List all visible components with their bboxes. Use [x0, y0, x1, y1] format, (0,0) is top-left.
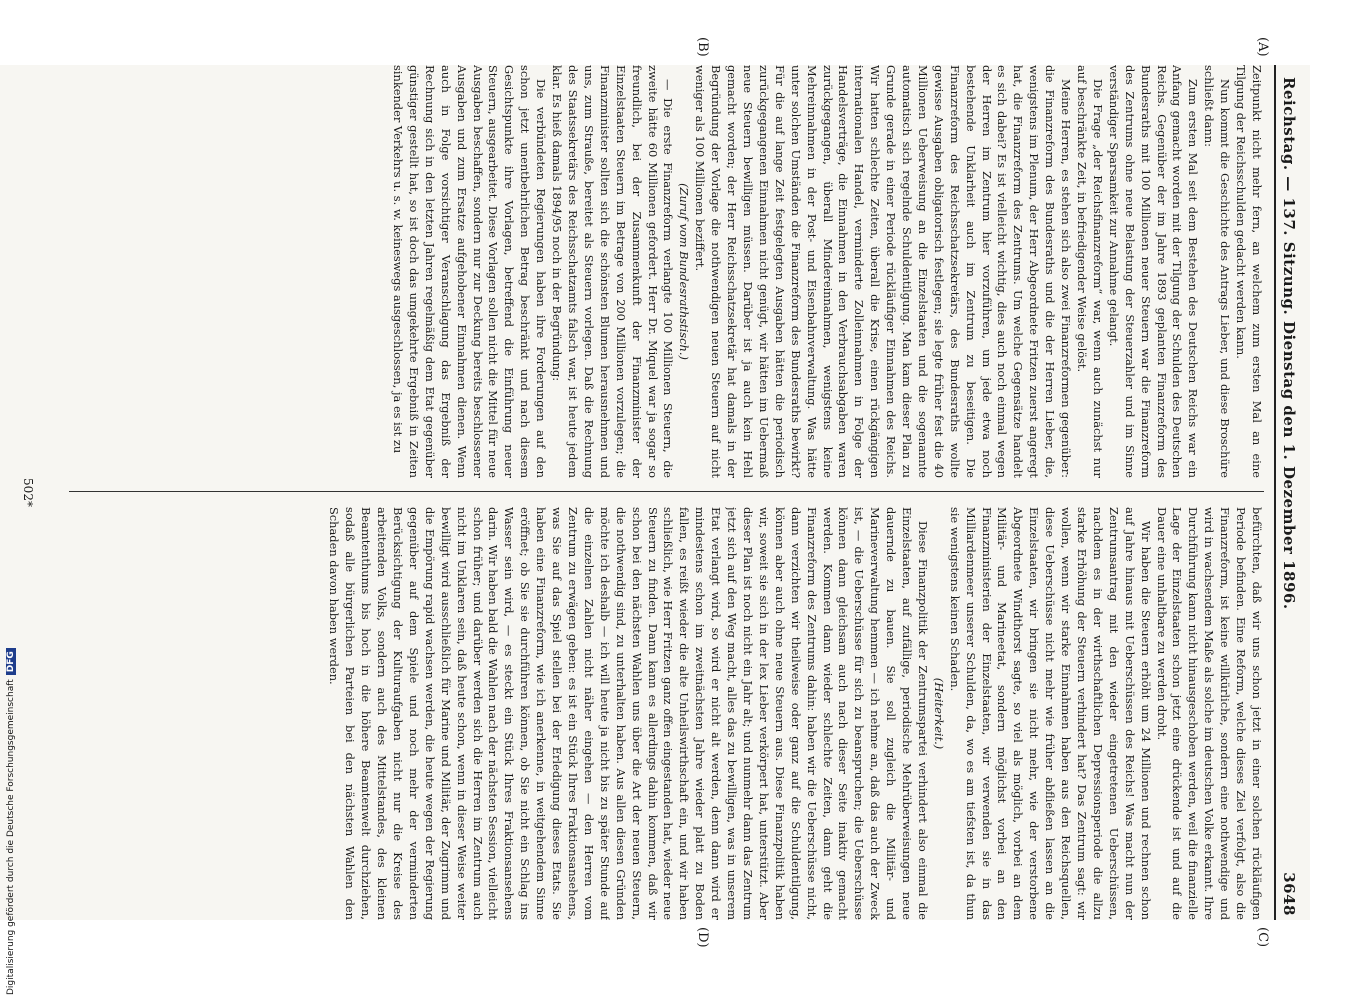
margin-marker-a: (A): [1255, 37, 1270, 57]
quote-paragraph: Die verbündeten Regierungen haben ihre Forderungen auf den schon jetzt unentbehrlichen Betrag beschränkt und nach diesem Gesichtspunkte ihre Vorlagen, betreffend die Einführung neuer Steuern, ausgearbeitet. Diese Vorlagen sollen nicht die Mittel für neue Ausgaben beschaffen, sondern nur zur Deckung bereits beschlossener Ausgaben und zum Ersatze aufgehobener Einnahmen dienen. Wenn auch in Folge vorsichtiger Veranschlagung das Ergebniß der Rechnung sich in den letzten Jahren regelmäßig dem Etat gegenüber günstiger gestellt hat, so ist doch das umgekehrte Ergebniß in Zeiten sinkender Verkehrs u. s. w. keineswegs ausgeschlossen, ja es ist zu: [391, 65, 549, 478]
margin-marker-d: (D): [695, 927, 710, 948]
column-divider: [69, 491, 1264, 492]
rotated-page-scan: [0, 37, 1310, 948]
credit-text: Digitalisierung gefördert durch die Deutsche Forschungsgemeinschaft: [6, 679, 16, 995]
paragraph: Diese Finanzpolitik der Zentrumspartei verhindert also einmal die Einzelstaaten, auf zufällige, periodische Mehrüberweisungen neue dauernde zu bauen. Sie soll zugleich die Militär- und Marineverwaltung hemmen — ich nehme an, daß das auch der Zweck ist, — die Ueberschüsse für sich zu beanspruchen; die Ueberschüsse können dann gleichsam auch nach dieser Seite inaktiv gemacht werden. Kommen dann wieder schlechte Zeiten, dann geht die Finanzreform des Zentrums dahin: haben wir die Ueberschüsse nicht, dann verzichten wir theilweise oder ganz auf die Schuldentilgung, können aber auch ohne neue Steuern aus. Diese Finanzpolitik haben wir, soweit sie sich in der lex Lieber verkörpert hat, unterstützt. Aber dieser Plan ist noch nicht ein Jahr alt; und nunmehr dann das Zentrum jetzt sich auf den Weg macht, alles das zu bewilligen, was in unserem Etat verlangt wird, so wird er nicht alt werden, denn dann wird er mindestens schon im zweitnächsten Jahre wieder platt zu Boden fallen, es reißt wieder die alte Unheilswirthschaft ein, und wir haben schließlich, wie Herr Fritzen ganz offen eingestanden hat, wieder neue Steuern zu finden. Dann kann es allerdings dahin kommen, daß wir schon bei den nächsten Wahlen uns über die Art der neuen Steuern, die nothwendig sind, zu unterhalten haben. Aus allen diesen Gründen möchte ich deshalb — ich will heute ja nicht bis zu später Stunde auf die einzelnen Zahlen nicht näher eingehen — den Herren vom Zentrum zu erwägen geben: es ist ein Stück Ihres Fraktionsansehens, was Sie auf das Spiel stellen bei der Erledigung dieses Etats. Sie haben eine Finanzreform, wie ich anerkenne, in weitgehendem Sinne eröffnet; ob Sie sie durchführen können, ob Sie nicht ein Schlag ins Wasser sein wird, — es steckt ein Stück Ihres Fraktionsansehens darin. Wir haben bald die Wahlen nach der nächsten Session, vielleicht schon früher; und darüber werden sich die Herren im Zentrum auch nicht im Unklaren sein, daß heute schon, wenn in dieser Weise weiter bewilligt wird ausschließlich für Marine und Militär, der Zugrimm und die Empörung rapid wachsen werden, die heute wegen der Regierung gegenüber auf dem Spiele und noch mehr der verminderten Berücksichtigung der Kulturaufgaben nicht nur die Kreise des arbeitenden Volks, sondern auch des Mittelstandes, des kleinen Beamtenthums bis hoch in die höhere Beamtenwelt durchziehen, sodaß alle bürgerlichen Parteien bei den nächsten Wahlen den Schaden davon haben werden.: [327, 507, 930, 920]
paragraph: Meine Herren, es stehen sich also zwei Finanzreformen gegenüber: die Finanzreform des Bundesraths und die der Herren Lieber, die, wenigstens im Plenum, der Herr Abgeordnete Fritzen zuerst angeregt hat, die Finanzreform des Zentrums. Um welche Gegensätze handelt es sich dabei? Es ist vielleicht wichtig, dies auch noch einmal wegen der Herren im Zentrum hier vorzuführen, um jede etwa noch bestehende Unklarheit auch im Zentrum zu beseitigen. Die Finanzreform des Reichsschatzsekretärs, des Bundesraths wollte gewisse Ausgaben obligatorisch festlegen; sie legte früher fest die 40 Millionen Ueberweisung an die Einzelstaaten und die sogenannte automatisch sich regelnde Schuldentilgung. Man kam dieser Plan zu Grunde gerade in einer Periode rückläufiger Einnahmen des Reichs. Wir hatten schlechte Zeiten, überall die Krise, einen rückgängigen internationalen Handel, verminderte Zolleinnahmen in Folge der Handelsverträge, die Einnahmen in den Verbrauchsabgaben waren zurückgegangen, überall Mindereinnahmen, wenigstens keine Mehreinnahmen in der Post- und Eisenbahnverwaltung. Was hätte unter solchen Umständen die Finanzreform des Bundesraths bewirkt? Für die auf lange Zeit festgelegten Ausgaben hätten die periodisch zurückgegangenen Einnahmen nicht genügt, wir hätten im Uebermaß neue Steuern bewilligen müssen. Darüber ist ja auch kein Hehl gemacht worden; der Herr Reichsschatzsekretär hat damals in der Begründung der Vorlage die nothwendigen neuen Steuern auf nicht weniger als 100 Millionen beziffert.: [693, 65, 1074, 478]
right-text-column: [64, 507, 1264, 920]
page-number: 3648: [1280, 872, 1298, 916]
paragraph: Wir haben die Steuern erhöht um 24 Millionen und rechnen schon auf Jahre hinaus mit Ueberschüssen des Reichs! Was macht nun der Zentrumsantrag mit den wieder eingetretenen Ueberschüssen, nachdem es in der wirthschaftlichen Depressionsperiode die allzu starke Erhöhung der Steuern verhindert hat? Das Zentrum sagt: wir wollen, wenn wir starke Einnahmen haben aus den Reichsquellen, diese Ueberschüsse nicht mehr wie früher abfließen lassen an die Einzelstaaten, wir bringen sie nicht mehr, wie der verstorbene Abgeordnete Windthorst sagte, so viel als möglich, vorbei an dem Militär- und Marineetat, sondern möglichst vorbei an den Finanzministerien der Einzelstaaten, wir verwenden sie in das Milliardenmeer unserer Schulden, da, wo es am tiefsten ist, da thun sie wenigstens keinen Schaden.: [947, 507, 1153, 920]
left-text-column: [64, 65, 1264, 478]
interjection: (Zuruf vom Bundesrathstisch.): [677, 183, 692, 360]
page-header: [1274, 65, 1310, 920]
margin-marker-c: (C): [1255, 927, 1270, 948]
paragraph: Zeitpunkt nicht mehr fern, an welchem zum ersten Mal an eine Tilgung der Reichsschulden gedacht werden kann.: [1234, 65, 1264, 478]
interjection: (Heiterkeit.): [931, 677, 946, 750]
sheet-signature: [21, 65, 35, 920]
paragraph: Nun kommt die Geschichte des Antrags Lieber, und diese Broschüre schließt dann:: [1202, 65, 1233, 478]
quote-paragraph: befürchten, daß wir uns schon jetzt in einer solchen rückläufigen Periode befinden. Eine Reform, welche dieses Ziel verfolgt, also die Finanzreform, ist keine willkürliche, sondern eine nothwendige und wird in wachsendem Maße als solche im deutschen Volke erkannt. Ihre Durchführung kann nicht hinausgeschoben werden, weil die finanzielle Lage der Einzelstaaten schon jetzt eine drückende ist und auf die Dauer eine unhaltbare zu werden droht.: [1154, 507, 1264, 920]
quote-paragraph: Die Frage „der Reichsfinanzreform“ war, wenn auch zunächst nur auf beschränkte Zeit, in befriedigender Weise gelöst.: [1075, 65, 1105, 478]
margin-marker-b: (B): [695, 37, 710, 57]
signature-mark: 502*: [21, 478, 35, 507]
quote-paragraph: Zum ersten Mal seit dem Bestehen des Deutschen Reichs war ein Anfang gemacht worden mit der Tilgung der Schulden des Deutschen Reichs. Gegenüber der im Jahre 1893 geplanten Finanzreform des Bundesraths mit 100 Millionen neuer Steuern war die Finanzreform des Zentrums ohne neue Belastung der Steuerzahler und im Sinne verständiger Sparsamkeit zur Annahme gelangt.: [1106, 65, 1201, 478]
dfg-logo: DFG: [6, 648, 16, 675]
page-title: Reichstag. — 137. Sitzung. Dienstag den 1. Dezember 1896.: [1280, 77, 1298, 610]
paragraph: — Die erste Finanzreform verlangte 100 Millionen Steuern, die zweite hätte 60 Millionen gefordert. Herr Dr. Miquel war ja sogar so freundlich, bei der Zusammenkunft der Finanzminister der Einzelstaaten Steuern im Betrage von 200 Millionen vorzulegen; die Finanzminister sollten sich die schönsten Blumen herausnehmen und uns, zum Straußе, bereitet als Steuern vorlegen. Daß die Rechnung des Staatssekretärs des Reichsschatzamts falsch war, ist heute jedem klar. Es hieß damals 1894/95 noch in der Begründung:: [550, 65, 676, 478]
digitization-credit: [6, 648, 16, 995]
